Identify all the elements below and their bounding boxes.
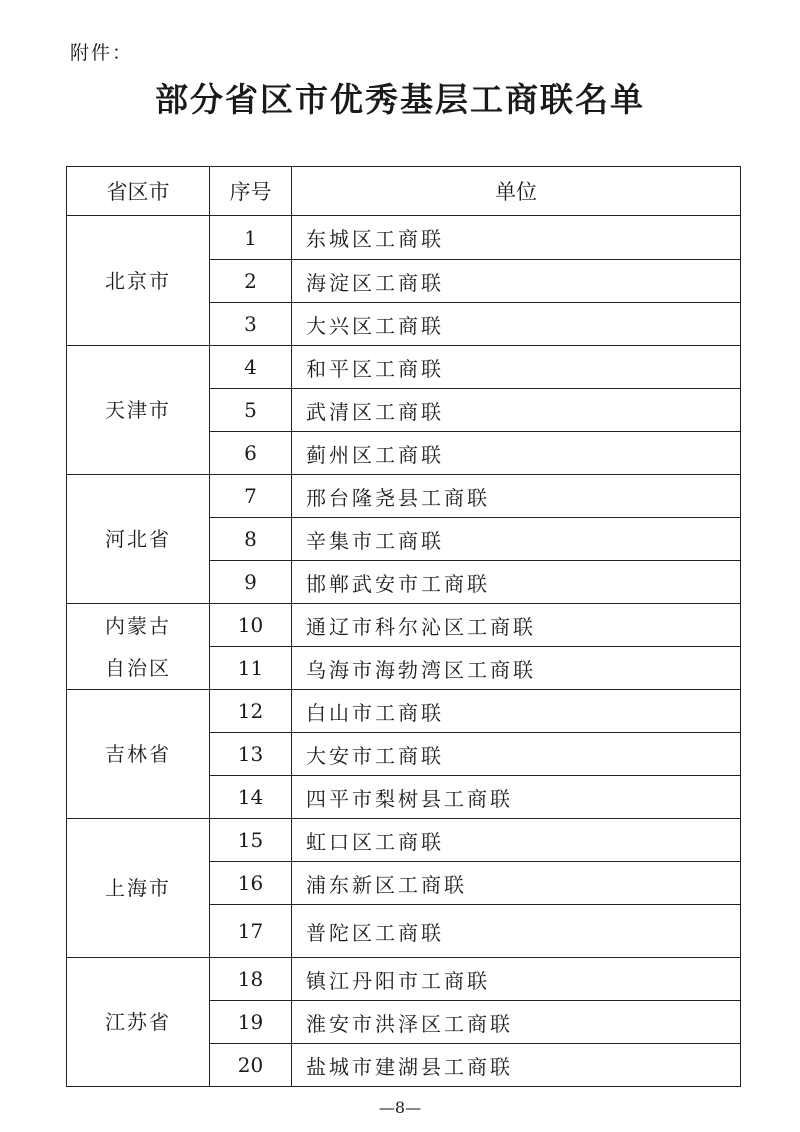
unit-cell: 蓟州区工商联 [292, 432, 741, 475]
unit-cell: 盐城市建湖县工商联 [292, 1044, 741, 1087]
serial-number-cell: 13 [210, 733, 292, 776]
header-row [67, 167, 741, 216]
table-header [67, 167, 741, 216]
table-row [67, 346, 741, 389]
unit-cell: 邯郸武安市工商联 [292, 561, 741, 604]
column-header-number: 序号 [210, 167, 292, 216]
serial-number-cell: 10 [210, 604, 292, 647]
serial-number-cell: 3 [210, 303, 292, 346]
table-row [67, 819, 741, 862]
province-cell: 河北省 [67, 475, 210, 604]
roster-table [66, 166, 741, 1087]
column-header-unit: 单位 [292, 167, 741, 216]
table-row [67, 475, 741, 518]
unit-cell: 白山市工商联 [292, 690, 741, 733]
table-row [67, 216, 741, 260]
province-cell: 上海市 [67, 819, 210, 958]
page-number: —8— [378, 1098, 422, 1117]
serial-number-cell: 6 [210, 432, 292, 475]
serial-number-cell: 20 [210, 1044, 292, 1087]
unit-cell: 大安市工商联 [292, 733, 741, 776]
serial-number-cell: 11 [210, 647, 292, 690]
table-row [67, 958, 741, 1001]
table-row [67, 604, 741, 647]
province-cell: 北京市 [67, 216, 210, 346]
unit-cell: 镇江丹阳市工商联 [292, 958, 741, 1001]
serial-number-cell: 15 [210, 819, 292, 862]
unit-cell: 四平市梨树县工商联 [292, 776, 741, 819]
serial-number-cell: 9 [210, 561, 292, 604]
serial-number-cell: 8 [210, 518, 292, 561]
unit-cell: 浦东新区工商联 [292, 862, 741, 905]
serial-number-cell: 7 [210, 475, 292, 518]
unit-cell: 海淀区工商联 [292, 260, 741, 303]
serial-number-cell: 1 [210, 216, 292, 260]
serial-number-cell: 18 [210, 958, 292, 1001]
province-cell: 吉林省 [67, 690, 210, 819]
serial-number-cell: 2 [210, 260, 292, 303]
unit-cell: 乌海市海勃湾区工商联 [292, 647, 741, 690]
unit-cell: 武清区工商联 [292, 389, 741, 432]
province-cell: 内蒙古自治区 [67, 604, 210, 690]
unit-cell: 淮安市洪泽区工商联 [292, 1001, 741, 1044]
serial-number-cell: 12 [210, 690, 292, 733]
province-cell: 江苏省 [67, 958, 210, 1087]
unit-cell: 普陀区工商联 [292, 905, 741, 958]
unit-cell: 东城区工商联 [292, 216, 741, 260]
unit-cell: 和平区工商联 [292, 346, 741, 389]
attachment-label: 附件： [70, 42, 134, 64]
serial-number-cell: 4 [210, 346, 292, 389]
serial-number-cell: 14 [210, 776, 292, 819]
serial-number-cell: 17 [210, 905, 292, 958]
province-cell: 天津市 [67, 346, 210, 475]
serial-number-cell: 19 [210, 1001, 292, 1044]
unit-cell: 大兴区工商联 [292, 303, 741, 346]
serial-number-cell: 5 [210, 389, 292, 432]
unit-cell: 通辽市科尔沁区工商联 [292, 604, 741, 647]
unit-cell: 虹口区工商联 [292, 819, 741, 862]
unit-cell: 辛集市工商联 [292, 518, 741, 561]
page-title: 部分省区市优秀基层工商联名单 [155, 80, 645, 119]
column-header-province: 省区市 [67, 167, 210, 216]
serial-number-cell: 16 [210, 862, 292, 905]
table-row [67, 690, 741, 733]
table-body [67, 216, 741, 1087]
unit-cell: 邢台隆尧县工商联 [292, 475, 741, 518]
